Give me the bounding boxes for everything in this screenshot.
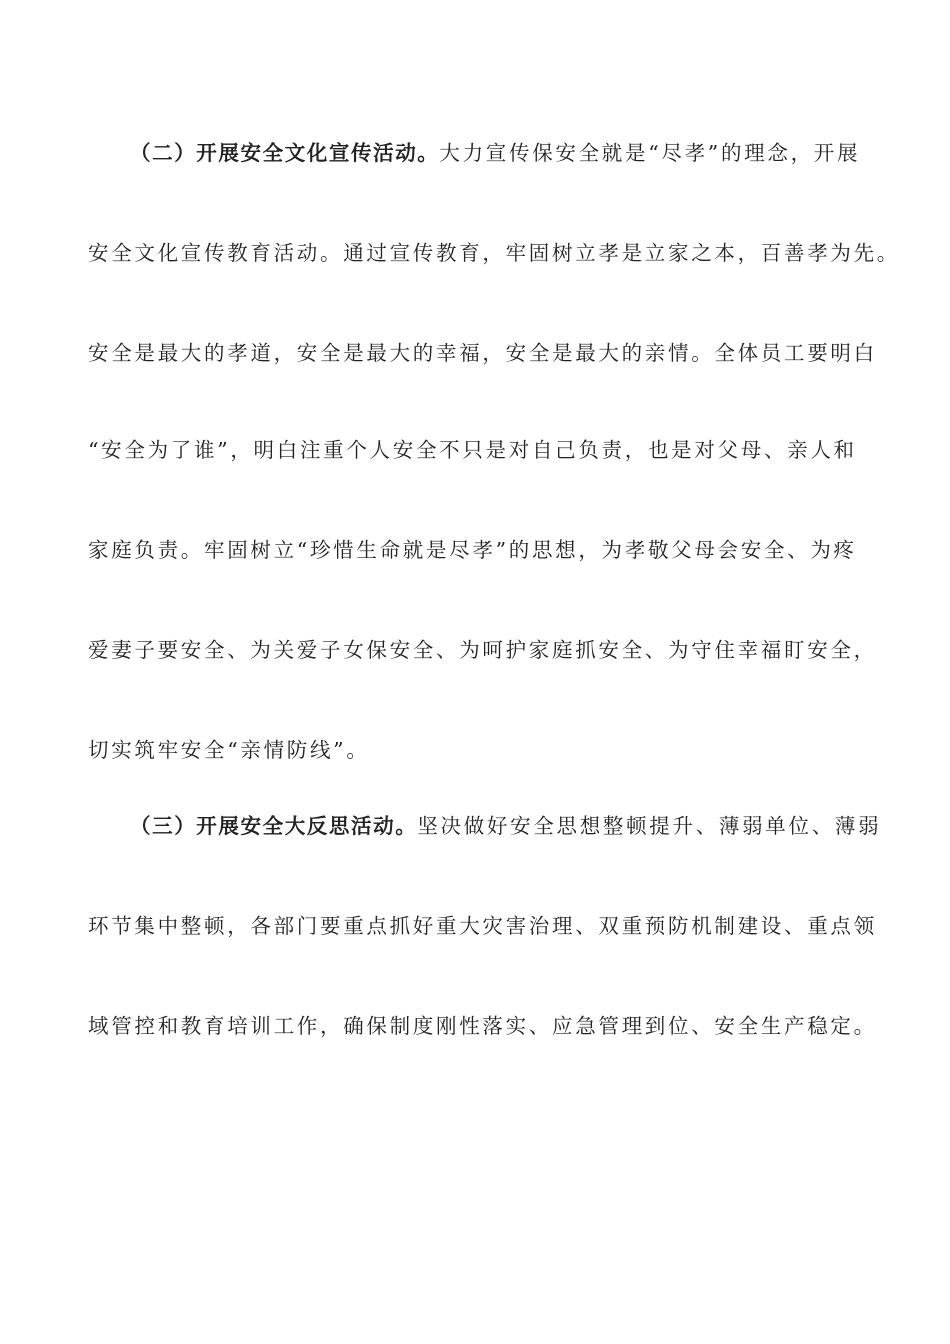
paragraph-3-heading: （三）开展安全大反思活动。 [130, 814, 418, 838]
paragraph-2-line-2: 安全文化宣传教育活动。通过宣传教育，牢固树立孝是立家之本，百善孝为先。 [88, 241, 900, 265]
paragraph-3-line-2: 环节集中整顿，各部门要重点抓好重大灾害治理、双重预防机制建设、重点领 [88, 914, 877, 938]
paragraph-2-line-5: 家庭负责。牢固树立“珍惜生命就是尽孝”的思想，为孝敬父母会安全、为疼 [88, 538, 857, 562]
paragraph-2-text: 大力宣传保安全就是“尽孝”的理念，开展 [439, 141, 861, 165]
paragraph-2-line-1 [130, 133, 878, 173]
paragraph-3-text: 坚决做好安全思想整顿提升、薄弱单位、薄弱 [417, 814, 882, 838]
paragraph-2-line-4: “安全为了谁”，明白注重个人安全不只是对自己负责，也是对父母、亲人和 [88, 438, 857, 462]
paragraph-2-line-7: 切实筑牢安全“亲情防线”。 [88, 738, 370, 762]
paragraph-2-heading: （二）开展安全文化宣传活动。 [130, 141, 440, 165]
paragraph-3-line-1 [130, 806, 882, 846]
paragraph-2-line-3: 安全是最大的孝道，安全是最大的幸福，安全是最大的亲情。全体员工要明白 [88, 341, 877, 365]
paragraph-3-line-3: 域管控和教育培训工作，确保制度刚性落实、应急管理到位、安全生产稳定。 [88, 1014, 877, 1038]
paragraph-2-line-6: 爱妻子要安全、为关爱子女保安全、为呵护家庭抓安全、为守住幸福盯安全， [88, 638, 877, 662]
